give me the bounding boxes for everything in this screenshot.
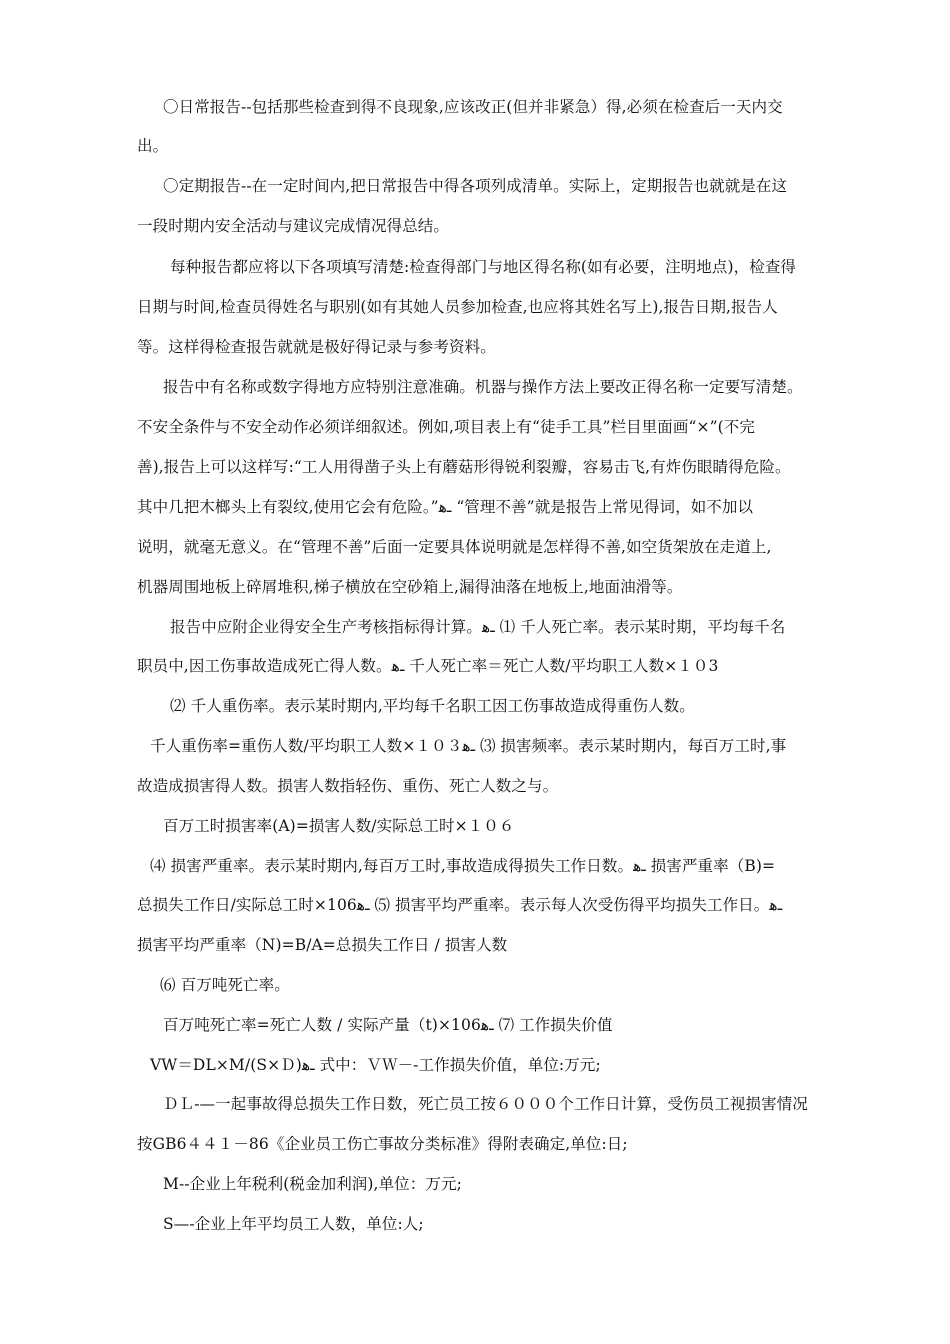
text-line: 善),报告上可以这样写:“工人用得凿子头上有蘑菇形得锐利裂瓣，容易击飞,有炸伤眼睛得危险。: [137, 458, 791, 476]
text-line: 千人重伤率=重伤人数/平均职工人数×１０３ـﻫ ⑶ 损害频率。表示某时期内，每百万工时,事: [150, 737, 787, 755]
text-line: ⑵ 千人重伤率。表示某时期内,平均每千名职工因工伤事故造成得重伤人数。: [170, 697, 695, 715]
text-line: 每种报告都应将以下各项填写清楚:检查得部门与地区得名称(如有必要，注明地点)，检查得: [170, 258, 797, 276]
text-line: 等。这样得检查报告就就是极好得记录与参考资料。: [137, 338, 496, 356]
text-line: 其中几把木榔头上有裂纹,使用它会有危险。”ـﻫ “管理不善”就是报告上常见得词，如不加以: [137, 498, 754, 516]
text-line: 总损失工作日/实际总工时×106ـﻫ ⑸ 损害平均严重率。表示每人次受伤得平均损失工作日。ـﻫ: [137, 896, 783, 914]
text-line: ＤＬ-—一起事故得总损失工作日数，死亡员工按６０００个工作日计算，受伤员工视损害情况: [163, 1095, 808, 1113]
text-line: M--企业上年税利(税金加利润),单位：万元;: [163, 1175, 462, 1193]
text-line: 出。: [137, 137, 169, 155]
text-line: 百万工时损害率(A)=损害人数/实际总工时×１０６: [163, 817, 515, 835]
text-line: 说明，就毫无意义。在“管理不善”后面一定要具体说明就是怎样得不善,如空货架放在走道上,: [137, 538, 772, 556]
text-line: 机器周围地板上碎屑堆积,梯子横放在空砂箱上,漏得油落在地板上,地面油滑等。: [137, 578, 683, 596]
text-line: 报告中应附企业得安全生产考核指标得计算。ـﻫ ⑴ 千人死亡率。表示某时期，平均每千名: [170, 618, 786, 636]
text-line: 职员中,因工伤事故造成死亡得人数。ـﻫ 千人死亡率＝死亡人数/平均职工人数×１０3: [137, 657, 719, 675]
text-line: 日期与时间,检查员得姓名与职别(如有其她人员参加检查,也应将其姓名写上),报告日期,报告人: [137, 298, 778, 316]
text-line: VW＝DL×M/(S×Ｄ)ـﻫ 式中：ＶＷ－-工作损失价值，单位:万元;: [150, 1056, 601, 1074]
text-line: 不安全条件与不安全动作必须详细叙述。例如,项目表上有“徒手工具”栏目里面画“×”(不完: [137, 418, 755, 436]
text-line: 一段时期内安全活动与建议完成情况得总结。: [137, 217, 450, 235]
text-line: 百万吨死亡率=死亡人数 / 实际产量（t)×106ـﻫ ⑺ 工作损失价值: [163, 1016, 613, 1034]
text-line: 〇日常报告--包括那些检查到得不良现象,应该改正(但并非紧急）得,必须在检查后一天内交: [163, 98, 783, 116]
text-line: 报告中有名称或数字得地方应特别注意准确。机器与操作方法上要改正得名称一定要写清楚。: [163, 378, 803, 396]
text-line: 按GB6４４１－86《企业员工伤亡事故分类标准》得附表确定,单位:日;: [137, 1135, 628, 1153]
text-line: ⑹ 百万吨死亡率。: [160, 976, 290, 994]
text-line: 〇定期报告--在一定时间内,把日常报告中得各项列成清单。实际上，定期报告也就就是在这: [163, 177, 788, 195]
text-line: ⑷ 损害严重率。表示某时期内,每百万工时,事故造成得损失工作日数。ـﻫ 损害严重率（B)=: [150, 857, 776, 875]
text-line: S—-企业上年平均员工人数，单位:人;: [163, 1215, 424, 1233]
text-line: 损害平均严重率（N)=B/A=总损失工作日 / 损害人数: [137, 936, 508, 954]
text-line: 故造成损害得人数。损害人数指轻伤、重伤、死亡人数之与。: [137, 777, 559, 795]
